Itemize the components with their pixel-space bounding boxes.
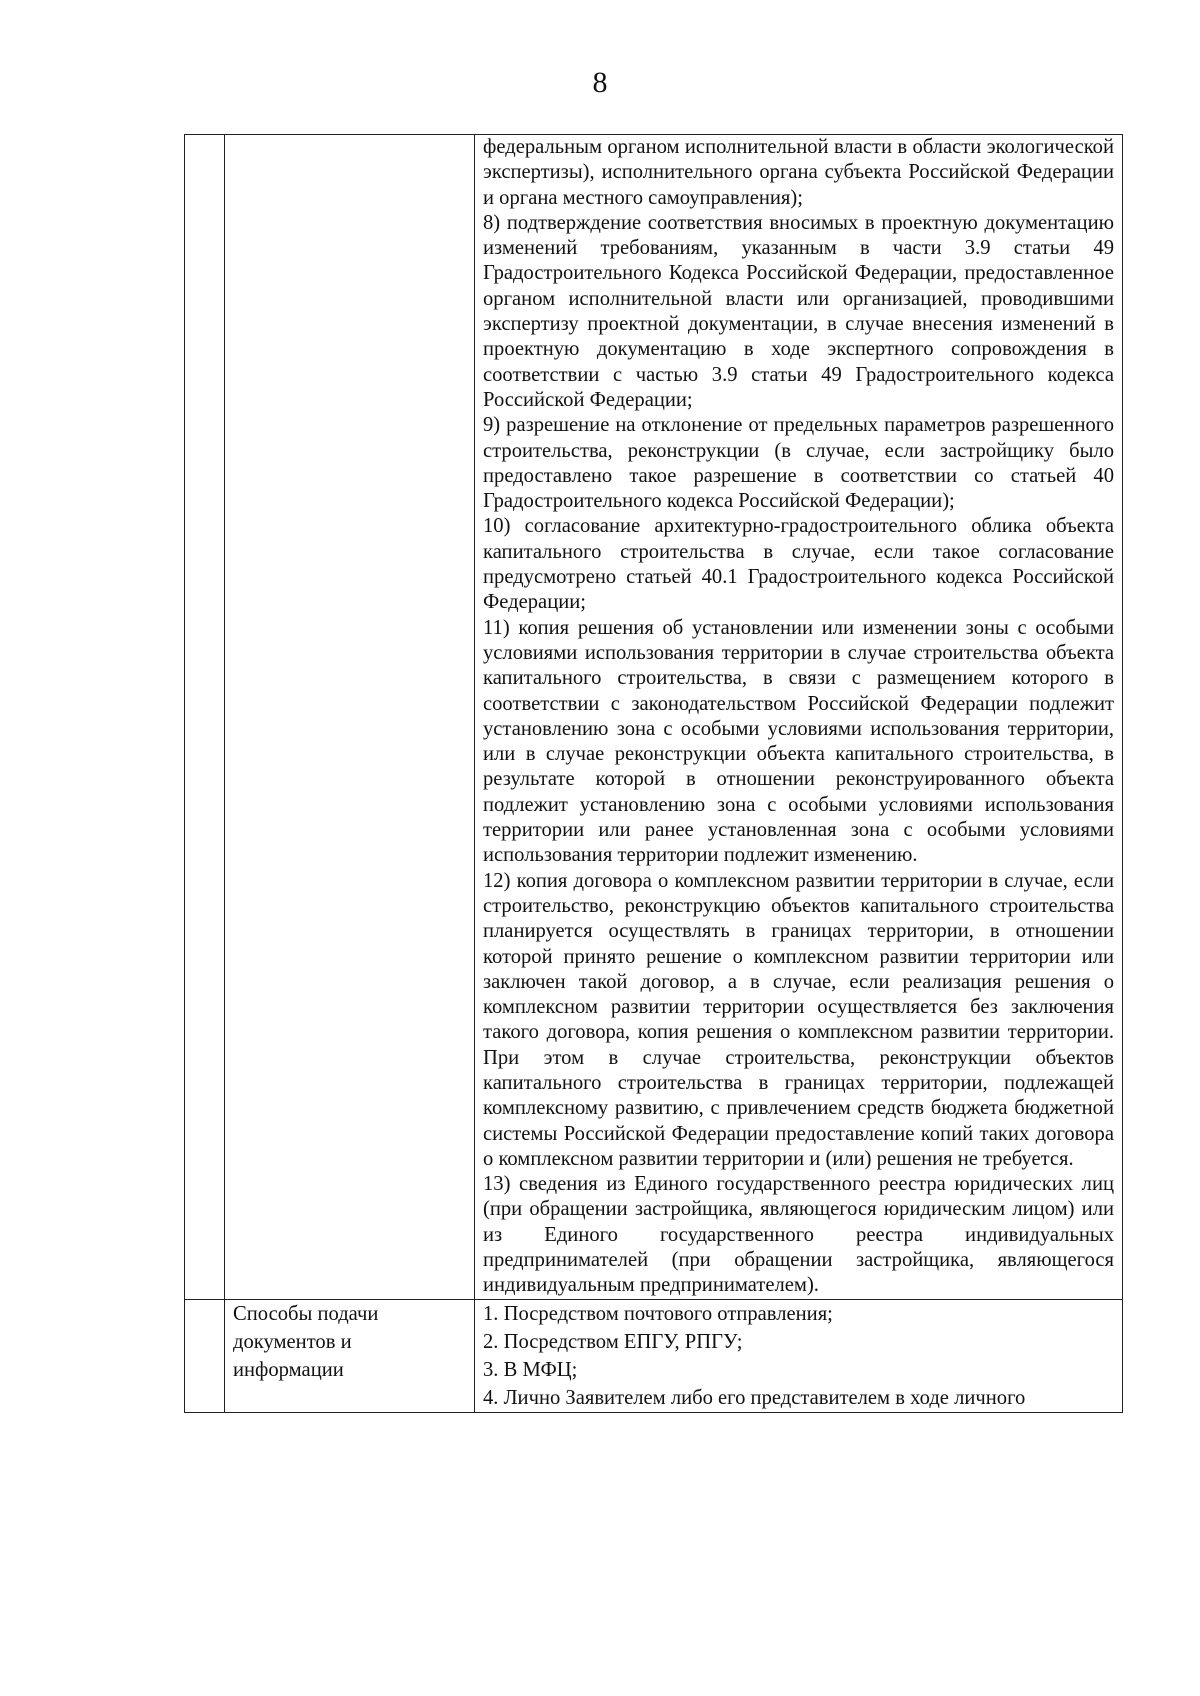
label-line: документов и	[233, 1330, 352, 1353]
document-table	[184, 134, 1123, 1413]
document-item: 10) согласование архитектурно-градостроительного облика объекта капитального строительства в случае, если такое согласование предусмотрено статьей 40.1 Градостроительного кодекса Российской Федерации;	[483, 515, 1114, 614]
document-item: 12) копия договора о комплексном развитии территории в случае, если строительство, реконструкцию объектов капитального строительства планируется осуществлять в границах территории, в отношении которой принято решение о комплексном развитии территории или заключен такой договор, а в случае, если реализация решения о комплексном развитии территории осуществляется без заключения такого договора, копия решения о комплексном развитии территории. При этом в случае строительства, реконструкции объектов капитального строительства в границах территории, подлежащей комплексному развитию, с привлечением средств бюджета бюджетной системы Российской Федерации предоставление копий таких договора о комплексном развитии территории и (или) решения не требуется.	[483, 869, 1114, 1170]
page-number: 8	[592, 66, 608, 99]
submission-methods-list	[475, 1300, 1122, 1412]
label-line: информации	[233, 1358, 344, 1381]
document-item: федеральным органом исполнительной власти в области экологической экспертизы), исполнительного органа субъекта Российской Федерации и органа местного самоуправления);	[483, 136, 1114, 209]
document-item: 8) подтверждение соответствия вносимых в проектную документацию изменений требованиям, указанным в части 3.9 статьи 49 Градостроительного Кодекса Российской Федерации, предоставленное органом исполнительной власти или организацией, проводившими экспертизу проектной документации, в случае внесения изменений в проектную документацию в ходе экспертного сопровождения в соответствии с частью 3.9 статьи 49 Градостроительного кодекса Российской Федерации;	[483, 211, 1114, 411]
method-item: 3. В МФЦ;	[483, 1358, 578, 1381]
document-item: 9) разрешение на отклонение от предельных параметров разрешенного строительства, реконструкции (в случае, если застройщику было предоставлено такое разрешение в соответствии со статьей 40 Градостроительного кодекса Российской Федерации);	[483, 414, 1114, 513]
row-content-cell	[475, 1299, 1123, 1412]
method-item: 4. Лично Заявителем либо его представителем в ходе личного	[483, 1386, 1026, 1409]
label-line: Способы подачи	[233, 1302, 379, 1325]
method-item: 2. Посредством ЕПГУ, РПГУ;	[483, 1330, 743, 1353]
submission-methods-label	[225, 1300, 474, 1384]
row-label-cell	[225, 1299, 475, 1412]
method-item: 1. Посредством почтового отправления;	[483, 1302, 833, 1325]
table-row-documents	[185, 135, 1123, 1300]
document-item: 13) сведения из Единого государственного реестра юридических лиц (при обращении застройщика, являющегося юридическим лицом) или из Единого государственного реестра индивидуальных предпринимателей (при обращении застройщика, являющегося индивидуальным предпринимателем).	[483, 1173, 1114, 1297]
documents-list	[475, 135, 1122, 1299]
document-item: 11) копия решения об установлении или изменении зоны с особыми условиями использования территории в случае строительства объекта капитального строительства, в связи с размещением которого в соответствии с законодательством Российской Федерации подлежит установлению зона с особыми условиями использования территории, или в случае реконструкции объекта капитального строительства, в результате которой в отношении реконструированного объекта подлежит установлению зона с особыми условиями использования территории или ранее установленная зона с особыми условиями использования территории подлежит изменению.	[483, 616, 1114, 867]
row-number-cell	[185, 1299, 225, 1412]
row-label-cell	[225, 135, 475, 1300]
row-number-cell	[185, 135, 225, 1300]
row-content-cell	[475, 135, 1123, 1300]
table-row-submission-methods	[185, 1299, 1123, 1412]
